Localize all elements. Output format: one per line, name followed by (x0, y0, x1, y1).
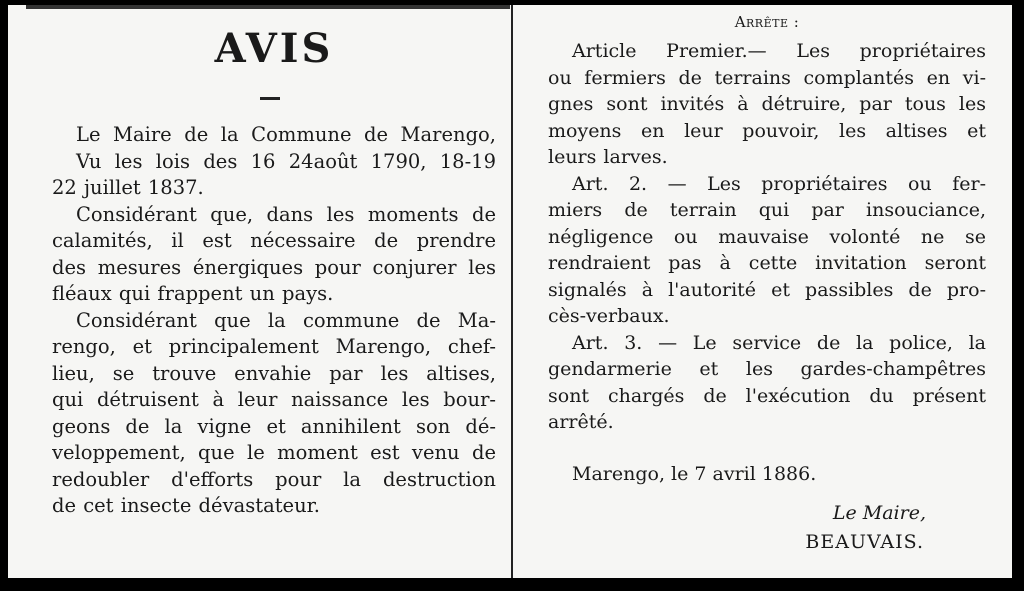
text-line: redoubler d'efforts pour la destruction (52, 467, 496, 491)
text-line: rengo, et principalement Marengo, chef- (52, 335, 496, 358)
text-line: de cet insecte dévastateur. (52, 494, 321, 517)
text-line: ou fermiers de terrains complantés en vi- (548, 66, 986, 89)
left-text (52, 122, 496, 520)
article-1-line: Article Premier.— Les propriétaires (572, 40, 986, 62)
text-line: signalés à l'autorité et passibles de pro- (548, 278, 986, 301)
text-line: moyens en leur pouvoir, les altises et (548, 119, 986, 142)
text-line: veloppement, que le moment est venu de (52, 441, 496, 464)
newspaper-clipping (8, 5, 1012, 578)
text-line: calamités, il est nécessaire de prendre (52, 229, 496, 252)
text-line: arrêté. (548, 411, 614, 433)
text-line: qui détruisent à leur naissance les bour- (52, 388, 496, 411)
text-line: sont chargés de l'exécution du présent (548, 384, 986, 407)
text-line: lieu, se trouve envahie par les altises, (52, 361, 496, 385)
text-line: fléaux qui frappent un pays. (52, 282, 334, 305)
text-line: miers de terrain qui par insouciance, (548, 199, 986, 221)
text-line: cès-verbaux. (548, 305, 670, 327)
notice-title: AVIS (214, 25, 334, 72)
text-line: Le Maire de la Commune de Marengo, (76, 123, 496, 146)
text-line: Considérant que, dans les moments de (76, 202, 496, 226)
text-line: leurs larves. (548, 146, 668, 168)
text-line: négligence ou mauvaise volonté ne se (548, 225, 986, 248)
top-rule (26, 5, 510, 9)
decree-heading: Arrête : (734, 13, 800, 31)
article-2-line: Art. 2. — Les propriétaires ou fer- (572, 172, 986, 195)
text-line: rendraient pas à cette invitation seront (548, 252, 986, 274)
text-line: 22 juillet 1837. (52, 176, 204, 199)
text-line: gnes sont invités à détruire, par tous les (548, 93, 986, 115)
text-line: des mesures énergiques pour conjurer les (52, 255, 496, 279)
right-text (548, 38, 986, 436)
signature-name: BEAUVAIS. (805, 531, 924, 553)
text-line: geons de la vigne et annihilent son dé- (52, 414, 496, 438)
text-line: gendarmerie et les gardes-champêtres (548, 358, 986, 380)
column-divider (511, 5, 513, 578)
article-3-line: Art. 3. — Le service de la police, la (572, 331, 986, 354)
signature-title: Le Maire, (832, 502, 926, 524)
text-line: Vu les lois des 16 24août 1790, 18-19 (76, 149, 496, 173)
text-line: Considérant que la commune de Ma- (76, 308, 496, 332)
title-dash (260, 97, 280, 100)
date-line: Marengo, le 7 avril 1886. (572, 463, 817, 485)
